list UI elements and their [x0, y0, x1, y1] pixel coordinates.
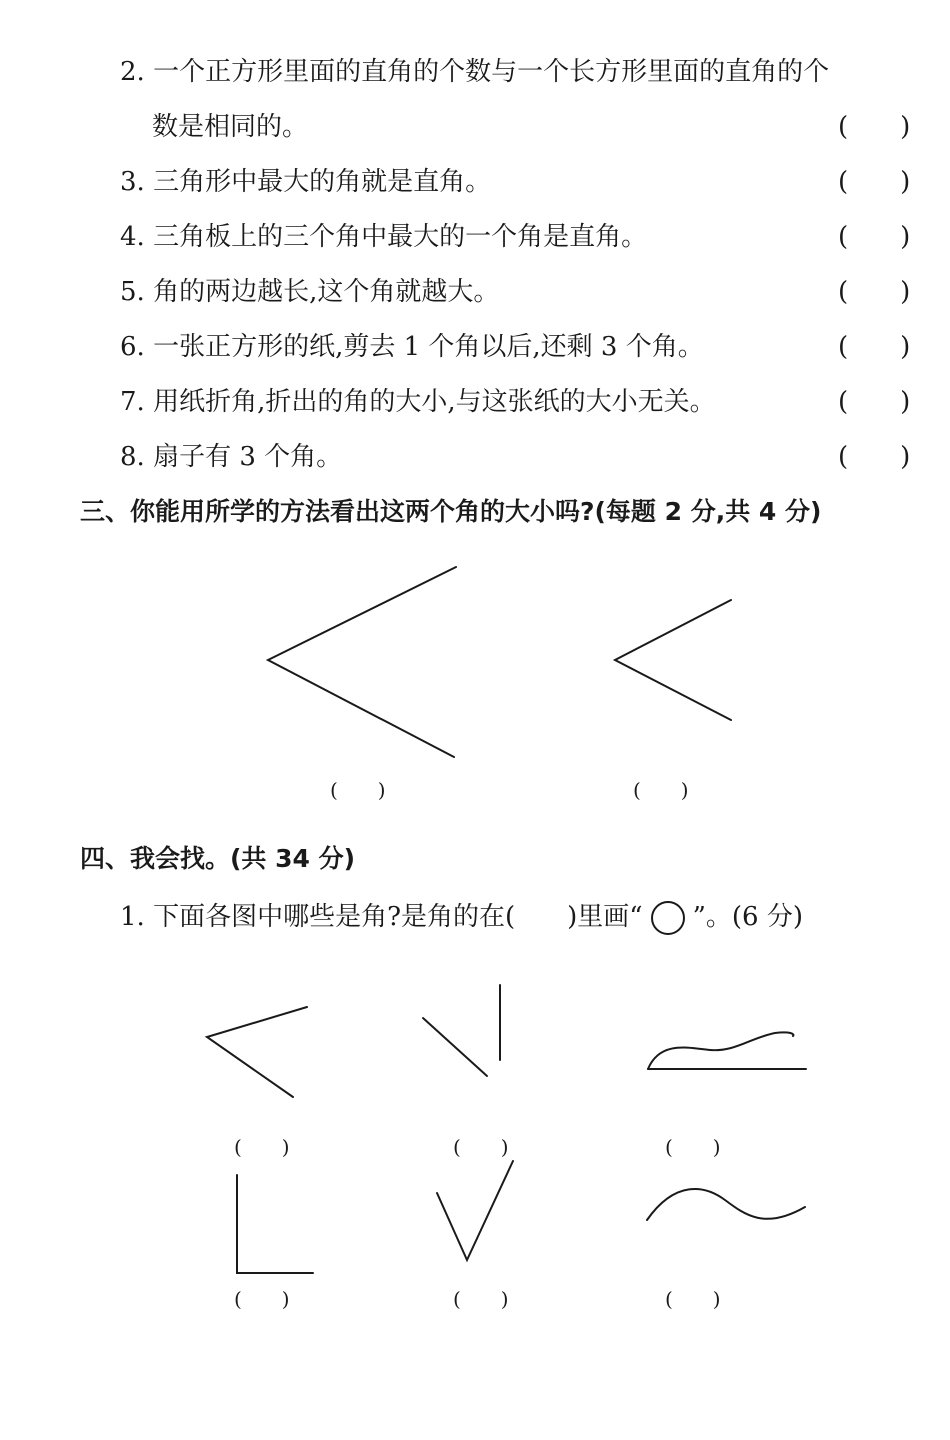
item-6-text: 6. 一张正方形的纸,剪去 1 个角以后,还剩 3 个角。 — [120, 332, 704, 362]
item-6-answer-paren[interactable]: ( ) — [838, 332, 911, 362]
item-8-text: 8. 扇子有 3 个角。 — [120, 442, 343, 472]
figure-4-answer-paren[interactable]: ( ) — [234, 1287, 290, 1311]
item-7-text: 7. 用纸折角,折出的角的大小,与这张纸的大小无关。 — [120, 387, 716, 417]
large-angle-answer-paren[interactable]: ( ) — [330, 778, 386, 802]
item-5-answer-paren[interactable]: ( ) — [838, 277, 911, 307]
question-4-1-text-before: 1. 下面各图中哪些是角?是角的在( )里画“ — [120, 902, 643, 932]
circle-outline-icon — [651, 901, 685, 935]
item-7-answer-paren[interactable]: ( ) — [838, 387, 911, 417]
item-5-text: 5. 角的两边越长,这个角就越大。 — [120, 277, 500, 307]
figure-5-answer-paren[interactable]: ( ) — [453, 1287, 509, 1311]
figure-1-answer-paren[interactable]: ( ) — [234, 1135, 290, 1159]
item-3-text: 3. 三角形中最大的角就是直角。 — [120, 167, 492, 197]
figure-v-angle — [437, 1161, 513, 1260]
item-4-answer-paren[interactable]: ( ) — [838, 222, 911, 252]
section-3-heading: 三、你能用所学的方法看出这两个角的大小吗?(每题 2 分,共 4 分) — [80, 497, 822, 526]
figure-6-answer-paren[interactable]: ( ) — [665, 1287, 721, 1311]
question-4-1 — [120, 900, 803, 935]
item-2-line2: 数是相同的。 — [152, 112, 309, 142]
figure-curve-over-line — [648, 1032, 793, 1069]
figure-2-answer-paren[interactable]: ( ) — [453, 1135, 509, 1159]
question-4-1-text-after: ”。(6 分) — [692, 902, 803, 932]
item-4-text: 4. 三角板上的三个角中最大的一个角是直角。 — [120, 222, 648, 252]
item-8-answer-paren[interactable]: ( ) — [838, 442, 911, 472]
small-angle-figure — [615, 600, 731, 720]
section-4-heading: 四、我会找。(共 34 分) — [80, 844, 356, 873]
small-angle-answer-paren[interactable]: ( ) — [633, 778, 689, 802]
figure-3-answer-paren[interactable]: ( ) — [665, 1135, 721, 1159]
item-2-line1: 2. 一个正方形里面的直角的个数与一个长方形里面的直角的个 — [120, 57, 830, 87]
item-2-answer-paren[interactable]: ( ) — [838, 112, 911, 142]
large-angle-figure — [268, 567, 456, 757]
figure-right-angle — [237, 1175, 313, 1273]
figure-separated-lines-b — [423, 1018, 487, 1076]
figure-wave-curve — [647, 1189, 805, 1220]
item-3-answer-paren[interactable]: ( ) — [838, 167, 911, 197]
figure-angle-open-right — [207, 1007, 307, 1097]
